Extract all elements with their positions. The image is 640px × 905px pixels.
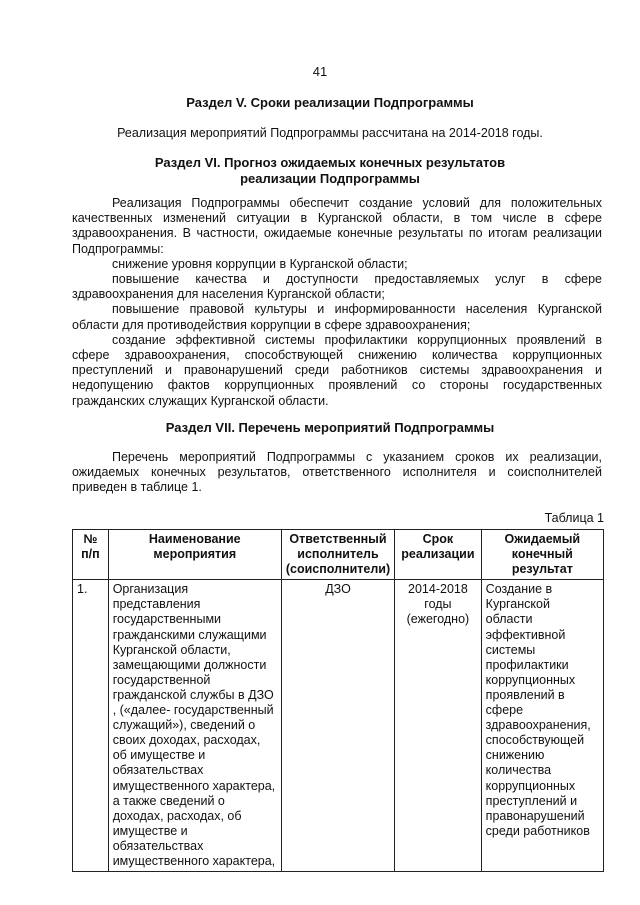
page-number: 41 <box>312 64 328 79</box>
section6-item-2: повышение качества и доступности предоставляемых услуг в сфере здравоохранения для населения Курганской области; <box>72 272 602 302</box>
section5-text: Реализация мероприятий Подпрограммы рассчитана на 2014-2018 годы. <box>117 126 543 140</box>
header-result: Ожидаемый конечный результат <box>481 530 603 580</box>
header-term: Срок реализации <box>395 530 482 580</box>
section7-body <box>72 450 602 496</box>
row-result: Создание в Курганской области эффективной системы профилактики коррупционных проявлений в сфере здравоохранения, способствующей снижению количества коррупционных преступлений и правонарушений среди работников <box>481 580 603 872</box>
table-caption: Таблица 1 <box>544 511 604 525</box>
row-executor: ДЗО <box>281 580 394 872</box>
header-executor: Ответственный исполнитель (соисполнители) <box>281 530 394 580</box>
section6-body <box>72 196 602 409</box>
section6-item-1: снижение уровня коррупции в Курганской области; <box>112 256 408 271</box>
row-num: 1. <box>73 580 109 872</box>
section7-title: Раздел VII. Перечень мероприятий Подпрограммы <box>165 420 495 435</box>
header-num: № п/п <box>73 530 109 580</box>
row-name: Организация представления государственными гражданскими служащими Курганской области, замещающими должности государственной гражданской службы в ДЗО , («далее- государственный служащий»), сведений о своих доходах, расходах, об имуществе и обязательствах имущественного характера, а также сведений о доходах, расходах, об имуществе и обязательствах имущественного характера, <box>108 580 281 872</box>
measures-table <box>72 529 604 872</box>
section6-item-4: создание эффективной системы профилактики коррупционных проявлений в сфере здравоохранения, способствующей снижению количества коррупционных преступлений и правонарушений среди работников системы здравоохранения и недопущению фактов коррупционных проявлений со стороны государственных гражданских служащих Курганской области. <box>72 332 602 408</box>
section6-title <box>60 155 600 187</box>
row-term: 2014-2018 годы (ежегодно) <box>395 580 482 872</box>
header-name: Наименование мероприятия <box>108 530 281 580</box>
table-header-row <box>73 530 604 580</box>
section6-intro: Реализация Подпрограммы обеспечит создание условий для положительных качественных изменений ситуации в Курганской области, в том числе в сфере здравоохранения. В частности, ожидаемые конечные результаты по итогам реализации Подпрограммы: <box>72 196 602 256</box>
section5-title: Раздел V. Сроки реализации Подпрограммы <box>186 95 474 110</box>
table-row <box>73 580 604 872</box>
section6-title-line2: реализации Подпрограммы <box>240 171 420 186</box>
section6-item-3: повышение правовой культуры и информированности населения Курганской области для противодействия коррупции в сфере здравоохранения; <box>72 302 602 332</box>
section7-text: Перечень мероприятий Подпрограммы с указанием сроков их реализации, ожидаемых конечных результатов, ответственного исполнителя и соисполнителей приведен в таблице 1. <box>72 450 602 495</box>
section6-title-line1: Раздел VI. Прогноз ожидаемых конечных результатов <box>154 155 506 170</box>
